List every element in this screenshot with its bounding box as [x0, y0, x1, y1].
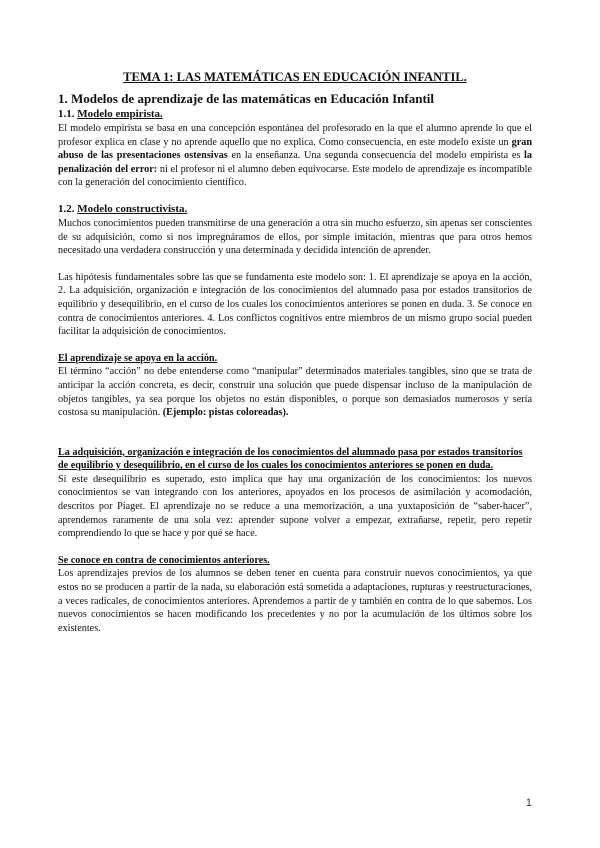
text-run: en la enseñanza. Una segunda consecuencia del modelo empirista es [227, 150, 525, 162]
subsection-number: 1.2. [58, 202, 78, 215]
bold-run: (Ejemplo: pistas coloreadas). [162, 407, 289, 419]
heading-contra: Se conoce en contra de conocimientos anteriores. [58, 554, 270, 566]
bold-run: gran abuso de las presentaciones ostensivas [58, 136, 532, 162]
heading-adquisicion: La adquisición, organización e integración de los conocimientos del alumnado pasa por estados transitorios de equilibrio y desequilibrio, en el curso de los cuales los conocimientos anteriores se ponen en duda. [58, 446, 523, 472]
bold-run: la penalización del error: [58, 150, 532, 175]
paragraph-accion [58, 365, 532, 419]
paragraph-empirista [58, 122, 532, 190]
page-number: 1 [525, 797, 532, 809]
heading-accion: El aprendizaje se apoya en la acción. [58, 352, 218, 364]
subsection-heading-1-1 [58, 108, 532, 120]
text-run: El término “acción” no debe entenderse como “manipular” determinados materiales tangibles, sino que se trata de anticipar la acción concreta, es decir, construir una solución que puede dispensar incluso de la manipulación de objetos tangibles, ya sea porque los objetos no están disponibles, o porque son demasiados numerosos y sería costosa su manipulación. [58, 366, 532, 419]
section-heading-1: 1. Modelos de aprendizaje de las matemáticas en Educación Infantil [58, 91, 435, 106]
paragraph-constructivista-1: Muchos conocimientos pueden transmitirse de una generación a otra sin mucho esfuerzo, sin apenas ser conscientes de su adquisición, como si nos impregnáramos de ellos, por simple imitación, mientras que para otros hemos necesitado una verdadera construcción y una determinada y decidida intención de aprender. [58, 217, 532, 257]
subsection-number: 1.1. [58, 108, 78, 120]
paragraph-adquisicion: Si este desequilibrio es superado, esto implica que hay una organización de los conocimientos: los nuevos conocimientos se van integrando con los anteriores, apoyados en los procesos de asimilación y acomodación, descritos por Piaget. El aprendizaje no se reduce a una memorización, a una yuxtaposición de “saber-hacer”, aprendemos raramente de una sola vez: aprender supone volver a empezar, extrañarse, repetir, pero repetir comprendiendo lo que se hace y por qué se hace. [58, 473, 532, 540]
subsection-heading-1-2 [58, 203, 532, 215]
paragraph-constructivista-2: Las hipótesis fundamentales sobre las que se fundamenta este modelo son: 1. El aprendizaje se apoya en la acción, 2. La adquisición, organización e integración de los conocimientos del alumnado pasa por estados transitorios de equilibrio y desequilibrio, en el curso de los cuales los conocimientos anteriores se ponen en duda. 3. Se conoce en contra de conocimientos anteriores. 4. Los conflictos cognitivos entre miembros de un mismo grupo social pueden facilitar la adquisición de conocimientos. [58, 271, 532, 338]
text-run: ni el profesor ni el alumno deben equivocarse. Este modelo de aprendizaje es incompatible con la generación del conocimiento científico. [58, 163, 533, 189]
document-page [58, 70, 532, 635]
subsection-title: Modelo empirista. [77, 108, 163, 120]
paragraph-contra: Los aprendizajes previos de los alumnos se deben tener en cuenta para construir nuevos conocimientos, ya que estos no se producen a partir de la nada, su elaboración está sometida a adaptaciones, rupturas y reestructuraciones, a veces radicales, de conocimientos anteriores. Aprendemos a partir de y también en contra de lo que sabemos. Los nuevos conocimientos se hacen modificando los precedentes y no por la acumulación de los últimos sobre los existentes. [58, 568, 532, 634]
subsection-title: Modelo constructivista. [77, 202, 188, 215]
document-title: TEMA 1: LAS MATEMÁTICAS EN EDUCACIÓN INFANTIL. [123, 70, 467, 84]
text-run: El modelo empirista se basa en una concepción espontánea del profesorado en la que el alumno aprende lo que el profesor explica en clase y no aprende aquello que no explica. Como consecuencia, en este modelo existe un [58, 123, 532, 148]
